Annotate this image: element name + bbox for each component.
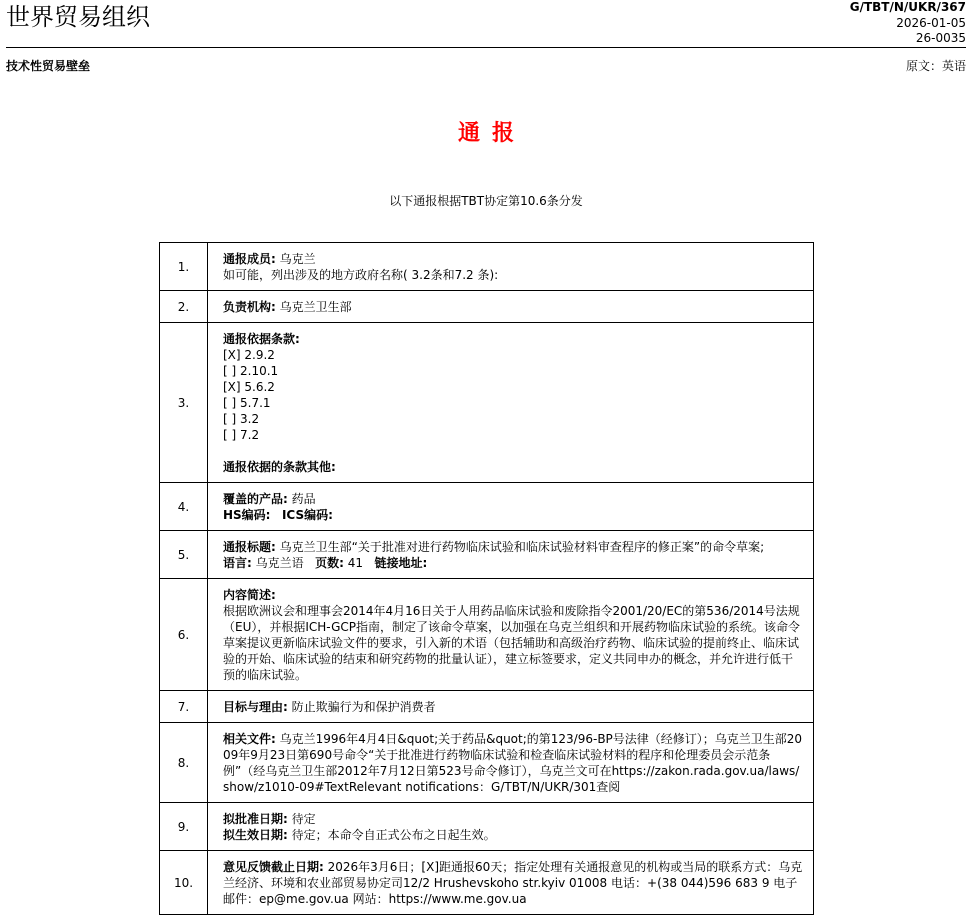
field-label: 通报成员: [223, 252, 276, 266]
table-row [160, 291, 814, 323]
language-label: 语言: [223, 556, 252, 570]
row-number: 7. [160, 691, 208, 723]
committee-name: 技术性贸易壁垒 [6, 59, 91, 73]
row-number: 5. [160, 531, 208, 579]
document-date: 2026-01-05 [896, 15, 966, 30]
language-line [223, 555, 803, 571]
approval-date-line [223, 811, 803, 827]
row-number: 8. [160, 723, 208, 803]
header-divider [6, 47, 966, 48]
table-row [160, 851, 814, 915]
original-language: 原文：英语 [905, 59, 966, 73]
field-value: 待定；本命令自正式公布之日起生效。 [287, 828, 496, 842]
table-row [160, 803, 814, 851]
field-label: 通报依据条款: [223, 332, 300, 346]
effective-date-line [223, 827, 803, 843]
clause-item: [X] 2.9.2 [223, 348, 275, 362]
row-content [208, 579, 814, 691]
row-number: 9. [160, 803, 208, 851]
field-value: 待定 [287, 812, 316, 826]
field-value: 防止欺骗行为和保护消费者 [287, 700, 436, 714]
spacer [223, 443, 803, 459]
row-number: 1. [160, 243, 208, 291]
organization-title: 世界贸易组织 [6, 3, 150, 31]
clause-item: [ ] 5.7.1 [223, 396, 271, 410]
table-row [160, 579, 814, 691]
field-label: 内容简述: [223, 588, 276, 602]
document-metadata [850, 0, 966, 47]
field-value: 药品 [287, 492, 316, 506]
row-number: 10. [160, 851, 208, 915]
description-text: 根据欧洲议会和理事会2014年4月16日关于人用药品临床试验和废除指令2001/20/EC的第536/2014号法规（EU），并根据ICH-GCP指南，制定了该命令草案，以加强在乌克兰组织和开展药物临床试验的系统。该命令草案提议更新临床试验文件的要求，引入新的术语（包括辅助和高级治疗药物、临床试验的提前终止、临床试验的开始、临床试验的结束和研究药物的批量认证），建立标签要求，定义共同申办的概念，并允许进行低干预的临床试验。 [223, 604, 800, 682]
table-row [160, 723, 814, 803]
table-row [160, 243, 814, 291]
field-value: 乌克兰 [275, 252, 316, 266]
codes-line [223, 507, 803, 523]
link-label: 链接地址: [374, 556, 428, 570]
field-label: 目标与理由: [223, 700, 288, 714]
hs-code-label: HS编码: [223, 508, 271, 522]
field-value: 乌克兰1996年4月4日&quot;关于药品&quot;的第123/96-BP号法律（经修订）；乌克兰卫生部2009年9月23日第690号命令“关于批准进行药物临床试验和检查临床试验材料的程序和伦理委员会示范条例”（经乌克兰卫生部2012年7月12日第523号命令修订），乌克兰文可在https://zakon.rada.gov.ua/laws/show/z1010-09#TextRelevant notifications：G/TBT/N/UKR/301查阅 [223, 732, 803, 794]
field-label: 通报标题: [223, 540, 276, 554]
clause-item: [ ] 2.10.1 [223, 364, 279, 378]
table-row [160, 483, 814, 531]
pages-label: 页数: [315, 556, 344, 570]
products-line [223, 491, 803, 507]
local-government-line: 如可能，列出涉及的地方政府名称( 3.2条和7.2 条): [223, 268, 499, 282]
ics-code-label: ICS编码: [281, 508, 333, 522]
row-content [208, 531, 814, 579]
table-row [160, 691, 814, 723]
other-clause-label: 通报依据的条款其他: [223, 460, 336, 474]
row-content [208, 723, 814, 803]
language-value: 乌克兰语 [251, 556, 304, 570]
row-content [208, 483, 814, 531]
table-row [160, 531, 814, 579]
clause-item: [ ] 3.2 [223, 412, 260, 426]
field-value: 2026年3月6日；[X]距通报60天；指定处理有关通报意见的机构或当局的联系方式：乌克兰经济、环境和农业部贸易协定司12/2 Hrushevskoho str.kyiv 01008 电话：+(38 044)596 683 9 电子邮件：ep@me.gov.ua 网站：https://www.me.gov.ua [223, 860, 803, 906]
field-label: 相关文件: [223, 732, 276, 746]
field-label: 意见反馈截止日期: [223, 860, 324, 874]
field-label: 负责机构: [223, 300, 276, 314]
notification-table [159, 242, 814, 915]
row-content [208, 323, 814, 483]
row-content [208, 291, 814, 323]
field-label: 覆盖的产品: [223, 492, 288, 506]
row-number: 3. [160, 323, 208, 483]
notice-subtitle: 以下通报根据TBT协定第10.6条分发 [389, 194, 583, 208]
clause-item: [ ] 7.2 [223, 428, 260, 442]
clause-item: [X] 5.6.2 [223, 380, 275, 394]
document-code: G/TBT/N/UKR/367 [849, 0, 966, 14]
pages-value: 41 [343, 556, 363, 570]
field-label: 拟生效日期: [223, 828, 288, 842]
field-value: 乌克兰卫生部“关于批准对进行药物临床试验和临床试验材料审查程序的修正案”的命令草案; [275, 540, 765, 554]
row-content [208, 243, 814, 291]
field-value: 乌克兰卫生部 [275, 300, 352, 314]
row-number: 6. [160, 579, 208, 691]
row-number: 4. [160, 483, 208, 531]
member-line [223, 251, 803, 267]
row-content [208, 691, 814, 723]
table-row [160, 323, 814, 483]
row-number: 2. [160, 291, 208, 323]
notice-title: 通报 [457, 121, 526, 146]
row-content [208, 851, 814, 915]
title-line [223, 539, 803, 555]
row-content [208, 803, 814, 851]
field-label: 拟批准日期: [223, 812, 288, 826]
document-number: 26-0035 [915, 31, 966, 45]
